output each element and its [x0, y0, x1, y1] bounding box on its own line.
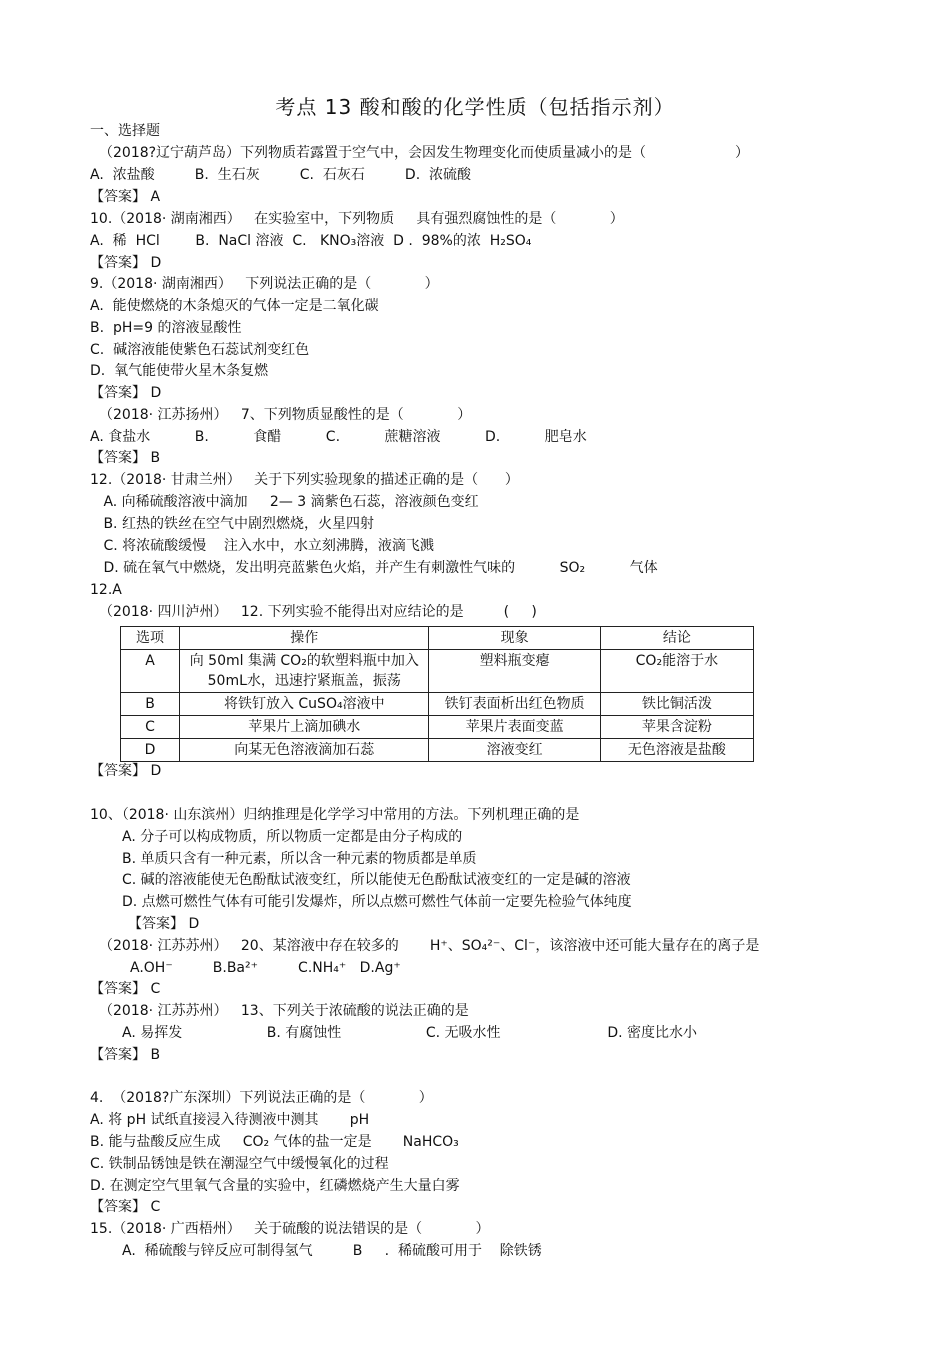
- question-line: （2018· 江苏扬州） 7、下列物质显酸性的是（ ）: [99, 407, 472, 423]
- option-line: A. 稀 HCl B. NaCl 溶液 C. KNO₃溶液 D . 98%的浓 H₂SO₄: [90, 233, 532, 249]
- option-line: B. 能与盐酸反应生成 CO₂ 气体的盐一定是 NaHCO₃: [90, 1134, 459, 1150]
- table-cell: 铁钉表面析出红色物质: [429, 693, 600, 716]
- answer-line: 【答案】 A: [90, 189, 161, 205]
- page-title: 考点 13 酸和酸的化学性质（包括指示剂）: [275, 95, 675, 119]
- answer-line: 【答案】 D: [90, 255, 162, 271]
- experiment-table: [120, 626, 754, 762]
- table-row: [121, 739, 754, 762]
- table-row: [121, 650, 754, 693]
- option-line: C. 碱的溶液能使无色酚酞试液变红，所以能使无色酚酞试液变红的一定是碱的溶液: [122, 872, 631, 888]
- option-line: A.OH⁻ B.Ba²⁺ C.NH₄⁺ D.Ag⁺: [130, 960, 401, 976]
- question-line: （2018· 江苏苏州） 20、某溶液中存在较多的 H⁺、SO₄²⁻、Cl⁻，该溶液中还可能大量存在的离子是: [99, 938, 760, 954]
- table-cell: A: [121, 650, 180, 693]
- question-line: （2018?辽宁葫芦岛）下列物质若露置于空气中，会因发生物理变化而使质量减小的是（ ）: [99, 145, 750, 161]
- option-line: B. pH=9 的溶液显酸性: [90, 320, 242, 336]
- question-line: （2018· 四川泸州） 12. 下列实验不能得出对应结论的是 ( ): [99, 604, 537, 620]
- question-line: 12.（2018· 甘肃兰州） 关于下列实验现象的描述正确的是（ ）: [90, 472, 519, 488]
- option-line: A. 向稀硫酸溶液中滴加 2— 3 滴紫色石蕊，溶液颜色变红: [99, 494, 479, 510]
- answer-line: 【答案】 D: [128, 916, 200, 932]
- table-row: [121, 716, 754, 739]
- table-cell: B: [121, 693, 180, 716]
- option-line: B. 单质只含有一种元素，所以含一种元素的物质都是单质: [122, 851, 477, 867]
- answer-line: 【答案】 C: [90, 981, 161, 997]
- option-line: D. 氧气能使带火星木条复燃: [90, 363, 269, 379]
- option-line: C. 将浓硫酸缓慢 注入水中，水立刻沸腾，液滴飞溅: [99, 538, 434, 554]
- answer-line: 【答案】 B: [90, 1047, 161, 1063]
- option-line: D. 点燃可燃性气体有可能引发爆炸，所以点燃可燃性气体前一定要先检验气体纯度: [122, 894, 632, 910]
- table-cell: D: [121, 739, 180, 762]
- question-line: 10.（2018· 湖南湘西） 在实验室中，下列物质 具有强烈腐蚀性的是（ ）: [90, 211, 624, 227]
- option-line: A. 分子可以构成物质，所以物质一定都是由分子构成的: [122, 829, 463, 845]
- answer-line: 【答案】 C: [90, 1199, 161, 1215]
- answer-line: 12.A: [90, 582, 122, 598]
- question-line: 15.（2018· 广西梧州） 关于硫酸的说法错误的是（ ）: [90, 1221, 490, 1237]
- option-line: A. 将 pH 试纸直接浸入待测液中测其 pH: [90, 1112, 370, 1128]
- table-header: 现象: [429, 627, 600, 650]
- table-row: [121, 693, 754, 716]
- table-cell: 向某无色溶液滴加石蕊: [180, 739, 429, 762]
- table-header: 操作: [180, 627, 429, 650]
- answer-line: 【答案】 B: [90, 450, 161, 466]
- table-header-row: [121, 627, 754, 650]
- question-line: 10、（2018· 山东滨州）归纳推理是化学学习中常用的方法。下列机理正确的是: [90, 807, 580, 823]
- question-line: （2018· 江苏苏州） 13、下列关于浓硫酸的说法正确的是: [99, 1003, 469, 1019]
- table-cell: 将铁钉放入 CuSO₄溶液中: [180, 693, 429, 716]
- table-cell: CO₂能溶于水: [600, 650, 753, 693]
- answer-line: 【答案】 D: [90, 385, 162, 401]
- table-cell: 向 50ml 集满 CO₂的软塑料瓶中加入 50mL水，迅速拧紧瓶盖，振荡: [180, 650, 429, 693]
- option-line: A. 易挥发 B. 有腐蚀性 C. 无吸水性 D. 密度比水小: [122, 1025, 698, 1041]
- option-line: A. 食盐水 B. 食醋 C. 蔗糖溶液 D. 肥皂水: [90, 429, 587, 445]
- table-cell: 塑料瓶变瘪: [429, 650, 600, 693]
- table-header: 选项: [121, 627, 180, 650]
- option-line: A. 稀硫酸与锌反应可制得氢气 B . 稀硫酸可用于 除铁锈: [122, 1243, 542, 1259]
- section-heading: 一、选择题: [90, 123, 160, 139]
- option-line: D. 在测定空气里氧气含量的实验中，红磷燃烧产生大量白雾: [90, 1178, 460, 1194]
- option-line: C. 铁制品锈蚀是铁在潮湿空气中缓慢氧化的过程: [90, 1156, 389, 1172]
- table-cell: 苹果片上滴加碘水: [180, 716, 429, 739]
- answer-line: 【答案】 D: [90, 763, 162, 779]
- table-cell: 铁比铜活泼: [600, 693, 753, 716]
- option-line: A. 能使燃烧的木条熄灭的气体一定是二氧化碳: [90, 298, 379, 314]
- table-cell: 苹果含淀粉: [600, 716, 753, 739]
- option-line: D. 硫在氧气中燃烧，发出明亮蓝紫色火焰，并产生有刺激性气味的 SO₂ 气体: [99, 560, 658, 576]
- table-cell: 苹果片表面变蓝: [429, 716, 600, 739]
- question-line: 9.（2018· 湖南湘西） 下列说法正确的是（ ）: [90, 276, 439, 292]
- table-cell: C: [121, 716, 180, 739]
- option-line: C. 碱溶液能使紫色石蕊试剂变红色: [90, 342, 310, 358]
- option-line: A. 浓盐酸 B. 生石灰 C. 石灰石 D. 浓硫酸: [90, 167, 472, 183]
- option-line: B. 红热的铁丝在空气中剧烈燃烧，火星四射: [99, 516, 374, 532]
- question-line: 4. （2018?广东深圳）下列说法正确的是（ ）: [90, 1090, 433, 1106]
- table-cell: 溶液变红: [429, 739, 600, 762]
- table-header: 结论: [600, 627, 753, 650]
- table-cell: 无色溶液是盐酸: [600, 739, 753, 762]
